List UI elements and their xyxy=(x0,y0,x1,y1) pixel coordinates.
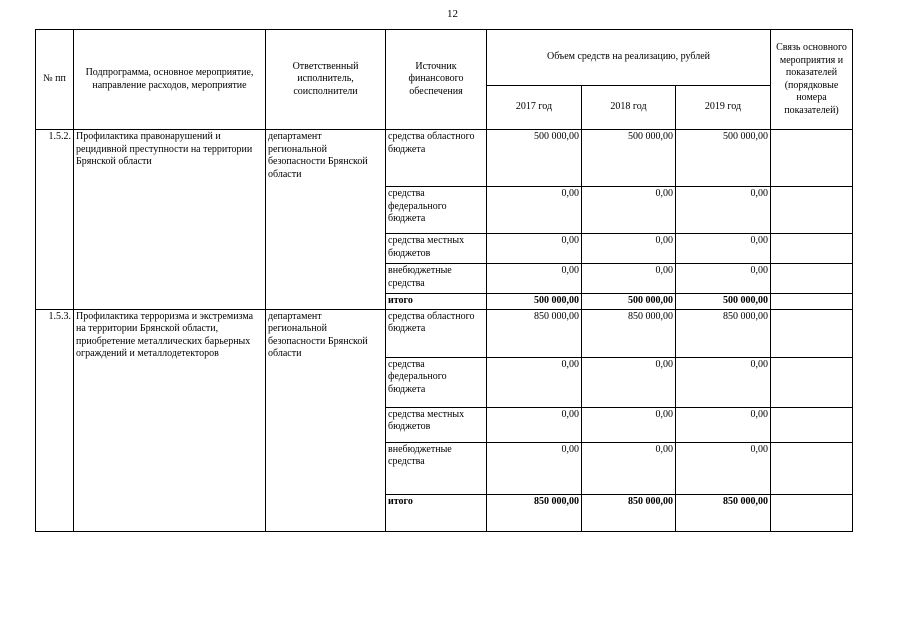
source-cell: средства местных бюджетов xyxy=(386,407,487,442)
value-2018: 0,00 xyxy=(582,407,676,442)
header-year-2018: 2018 год xyxy=(582,86,676,130)
section-number: 1.5.2. xyxy=(36,130,74,310)
source-cell: средства областного бюджета xyxy=(386,130,487,187)
value-2018: 0,00 xyxy=(582,264,676,294)
value-2018: 0,00 xyxy=(582,357,676,407)
header-num: № пп xyxy=(36,30,74,130)
value-2019: 0,00 xyxy=(676,264,771,294)
source-cell: внебюджетные средства xyxy=(386,264,487,294)
value-2017: 0,00 xyxy=(487,264,582,294)
value-2017: 500 000,00 xyxy=(487,130,582,187)
section-responsible: департамент региональной безопасности Брянской области xyxy=(266,130,386,310)
table-row xyxy=(36,309,853,357)
value-2019: 0,00 xyxy=(676,407,771,442)
header-program: Подпрограмма, основное мероприятие, направление расходов, мероприятие xyxy=(74,30,266,130)
total-2019: 500 000,00 xyxy=(676,294,771,310)
link-cell xyxy=(771,442,853,494)
value-2019: 0,00 xyxy=(676,357,771,407)
budget-table xyxy=(35,29,853,532)
source-cell: средства федерального бюджета xyxy=(386,357,487,407)
header-year-2019: 2019 год xyxy=(676,86,771,130)
value-2018: 850 000,00 xyxy=(582,309,676,357)
link-cell xyxy=(771,294,853,310)
source-cell: средства федерального бюджета xyxy=(386,187,487,234)
header-year-2017: 2017 год xyxy=(487,86,582,130)
value-2019: 0,00 xyxy=(676,187,771,234)
total-label: итого xyxy=(386,494,487,531)
header-volume: Объем средств на реализацию, рублей xyxy=(487,30,771,86)
value-2017: 0,00 xyxy=(487,187,582,234)
source-cell: средства местных бюджетов xyxy=(386,234,487,264)
section-responsible: департамент региональной безопасности Брянской области xyxy=(266,309,386,531)
header-link: Связь основного мероприятия и показателей (порядковые номера показателей) xyxy=(771,30,853,130)
value-2019: 0,00 xyxy=(676,442,771,494)
section-number: 1.5.3. xyxy=(36,309,74,531)
page-number: 12 xyxy=(447,8,458,20)
link-cell xyxy=(771,407,853,442)
value-2019: 500 000,00 xyxy=(676,130,771,187)
value-2017: 0,00 xyxy=(487,357,582,407)
header-row xyxy=(36,30,853,86)
value-2017: 0,00 xyxy=(487,442,582,494)
header-source: Источник финансового обеспечения xyxy=(386,30,487,130)
total-2018: 850 000,00 xyxy=(582,494,676,531)
value-2017: 0,00 xyxy=(487,234,582,264)
value-2017: 0,00 xyxy=(487,407,582,442)
link-cell xyxy=(771,130,853,187)
value-2018: 0,00 xyxy=(582,187,676,234)
value-2018: 0,00 xyxy=(582,442,676,494)
link-cell xyxy=(771,357,853,407)
total-2019: 850 000,00 xyxy=(676,494,771,531)
total-2018: 500 000,00 xyxy=(582,294,676,310)
link-cell xyxy=(771,187,853,234)
section-name: Профилактика правонарушений и рецидивной преступности на территории Брянской области xyxy=(74,130,266,310)
link-cell xyxy=(771,494,853,531)
value-2018: 500 000,00 xyxy=(582,130,676,187)
link-cell xyxy=(771,264,853,294)
value-2019: 850 000,00 xyxy=(676,309,771,357)
value-2017: 850 000,00 xyxy=(487,309,582,357)
total-label: итого xyxy=(386,294,487,310)
source-cell: средства областного бюджета xyxy=(386,309,487,357)
total-2017: 850 000,00 xyxy=(487,494,582,531)
header-responsible: Ответственный исполнитель, соисполнители xyxy=(266,30,386,130)
link-cell xyxy=(771,234,853,264)
total-2017: 500 000,00 xyxy=(487,294,582,310)
link-cell xyxy=(771,309,853,357)
section-name: Профилактика терроризма и экстремизма на территории Брянской области, приобретение металлических барьерных ограждений и металлодетекторов xyxy=(74,309,266,531)
value-2018: 0,00 xyxy=(582,234,676,264)
table-row xyxy=(36,130,853,187)
value-2019: 0,00 xyxy=(676,234,771,264)
source-cell: внебюджетные средства xyxy=(386,442,487,494)
